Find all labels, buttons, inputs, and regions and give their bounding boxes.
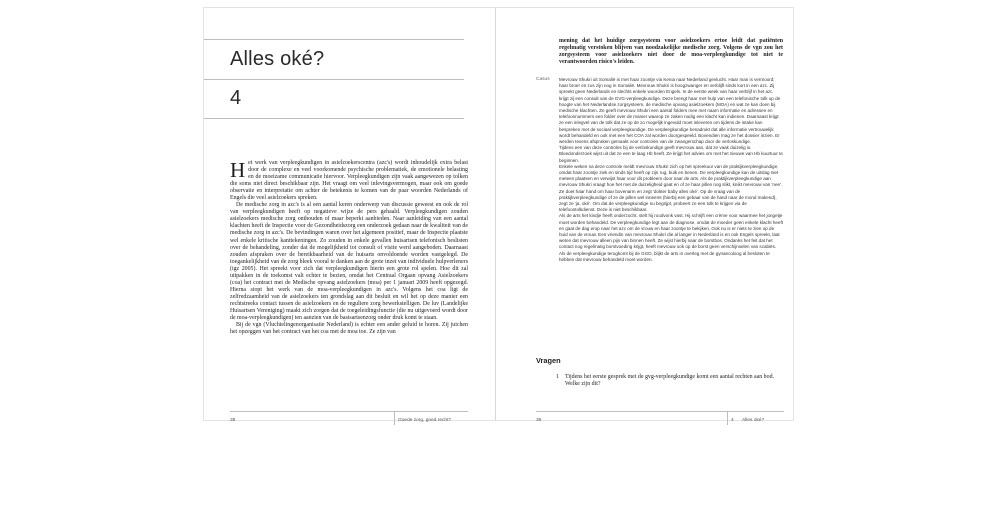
casus-paragraph: Enkele weken na deze controle meldt mevrouw Shukri zich op het spreekuur van de praktijkverpleegkundige, omdat haar zoontje ziek en sinds tijd heeft op zijn rug, buik en benen. De verpleegkundige kan de uitslag niet meteen plaatsen en verwijst haar voor dit probleem door naar de arts. Als de praktijkverpleegkundige aan mevrouw Shukri vraagt hoe het met de duizeligheid gaat en of ze haar pillen nog slikt, knikt mevrouw van 'nee'. Ze doet haar hand om haar bovenarm en zegt 'dokter baby alles oké'. Op de vraag van de praktijkverpleegkundige of ze de pillen wel inneemt (hierbij een gebaar van de hand naar de mond makend), zegt ze 'ja, oké'. Om dat de verpleegkundige nu begrijpt, probeert ze een tolk te krijgen via de telefoontolkdienst. Deze is niet beschikbaar. [559, 163, 783, 213]
running-head-chapter-title: Alles oké? [742, 418, 765, 423]
body-paragraph: De medische zorg in azc's is al een aantal keren onderwerp van discussie geweest en ook de rol van verpleegkundigen heeft op negatieve wijze de pers gehaald. Verpleegkundigen zouden asielzoekers medische zorg onthouden of maar beperkt aanbieden. Naar aanleiding van een aantal klachten heeft de Inspectie voor de Gezondheidszorg een onderzoek gedaan naar de kwaliteit van de medische zorg in azc's. De bevindingen waren over het algemeen positief, maar de Inspectie plaatste wel enkele kritische kanttekeningen. Zo zouden in enkele gevallen huisartsen telefonisch beslisten over de behandeling, zonder dat de mogelijkheid tot consult of visite werd aangeboden. Daarnaast zouden afspraken over de bereikbaarheid van de huisarts onvoldoende worden vastgelegd. De toegankelijkheid van de zorg bleek vooral te danken aan de grote inzet van individuele hulpverleners (igz 2005). Het spreekt voor zich dat verpleegkundigen hierin een grote rol spelen. Hoe dit zal uitpakken in de toekomst valt echter te bezien, omdat het Centraal Orgaan opvang Asielzoekers (coa) het contract met de Medische opvang asielzoekers (moa) per 1 januari 2009 heeft opgezegd. Hierna stopt het werk van de moa-verpleegkundigen in azc's. Volgens het coa ligt de zelfredzaamheid van de asielzoekers ten grondslag aan dit besluit en wil het op deze manier een rechtstreeks contact tussen de asielzoekers en de reguliere zorg bewerkstelligen. De luv (Landelijke Huisartsen Vereniging) maakt zich zorgen dat de toegeleidingsfunctie (die nu uitgevoerd wordt door de moa-verpleegkundigen) ten aanzien van de basisartsenzorg onder druk komt te staan. [230, 202, 468, 322]
footer-rule [536, 411, 784, 412]
left-page [204, 8, 496, 423]
drop-cap: H [230, 158, 246, 182]
question-number: 1 [556, 374, 559, 380]
casus-paragraph: Als de arts het kindje heeft onderzocht, stelt hij roodvonk vast. Hij schrijft een crème voor waarmee het jongetje moet worden behandeld. De verpleegkundige legt aan de diagnose, omdat de moeder geen enkele klacht heeft en gaat de dag erop naar het azc om de vrouw en haar zoontje te bekijken. Ook nu is er niets te zien op de huid van de vrouw. Een vriendin van mevrouw Shukri die al langer in Nederland is en ook Engels spreekt, laat weten dat mevrouw alleen pijn van binnen heeft. Ze wijst hierbij naar de borstbos. Ondanks het feit dat het contact nog regelmatig borstvoeding krijgt, heeft mevrouw ook op de borst geen verschijnselen van scabiës. Als de verpleegkundige terugkomt bij de GGD, blijkt de arts in overleg met de gynaecoloog al besloten te hebben dat mevrouw behandeld moet worden. [559, 213, 783, 262]
header-rule-top [204, 39, 464, 40]
questions-heading: Vragen [536, 356, 561, 365]
casus-paragraph: Tijdens een van deze controles bij de verloskundige geeft mevrouw aan, dat ze vaak duizelig is. Bloedonderzoek wijst uit dat ze een te laag Hb heeft. Ze krijgt het advies om met het nieuwe van Hb kuurtuur te beginnen. [559, 145, 783, 163]
page-number: 39 [536, 418, 542, 423]
running-head-chapter-number: 4 [731, 418, 734, 423]
body-paragraph: Het werk van verpleegkundigen in asielzoekerscentra (azc's) wordt inhoudelijk extra belast door de complexe en veel voorkomende psychische problematiek, de emotionele belasting en de moeizame communicatie hiervoor. Verpleegkundigen zijn vaak aangewezen op tolken die soms niet direct beschikbaar zijn. Het vraagt om veel inlevingsvermogen, maar ook om goede observatie en interpretatie om achter de betekenis te komen van de paar woorden Nederlands of Engels die veel asielzoekers spreken. [230, 158, 468, 202]
footer-rule [230, 411, 468, 412]
casus-label: Casus [536, 77, 550, 82]
intro-bold-text: mening dat het huidige zorgsysteem voor asielzoekers ertoe leidt dat patiënten regelmatig verstoken blijven van noodzakelijke medische zorg. Volgens de vgn zou het zorgsysteem voor asielzoekers niet door de moa-verpleegkundige tot niet te verantwoorden risico's leiden. [559, 38, 783, 66]
casus-paragraph: Mevrouw Shukri uit Somalië is met haar zoontje via Kenia naar Nederland gevlucht. Haar man is vermoord; haar broer en zus zijn nog in Somalië. Mevrouw Shukri is hoogzwanger en verblijft sinds kort in een azc. Zij spreekt geen Nederlands en slechts enkele woorden Engels. In de eerste week van haar verblijf in het azc krijgt zij een consult van de GVG-verpleegkundige. Deze brengt haar met hulp van een telefonische tolk op de hoogte van het Nederlandse zorgsysteem, de medische opvang asielzoekers (MOA) en wat ze kan doen bij medische klachten. Ze geeft mevrouw Shukri een aantal folders mee met naam informatie en adressen en telefoonnummers een folder over de manier waarop ze zaken nodig een klacht kan indienen. Daarnaast krijgt ze een inlegvel van de tolk dat ze op de zo mogelijk ingevuld moet inleveren om tijdens de intake kan bespreken met de sociaal verpleegkundige. De verpleegkundige benadrukt dat alle informatie vertrouwelijk wordt behandeld en ook met een het COA zal worden doorgespeeld. Bovendien mag ze het dossier inzien. Er werden tevens afspraken gemaakt voor controles van de zwangerschap door de verloskundige. [559, 77, 781, 145]
body-paragraph: Bij de vgn (Vluchtelingenorganisatie Nederland) is echter een ander geluid te horen. Zij juichen het opzeggen van het contract van het coa met de moa toe. Ze zijn van [230, 322, 468, 336]
chapter-number: 4 [230, 87, 242, 109]
questions-list [536, 374, 784, 388]
casus-text [559, 77, 783, 263]
footer-separator [394, 411, 395, 425]
chapter-body [230, 160, 468, 336]
running-head-book: Goede zorg, goed recht? [398, 418, 452, 423]
page-number: 38 [230, 418, 236, 423]
right-page [497, 8, 793, 423]
header-rule-bottom [204, 118, 464, 119]
footer-separator [727, 411, 728, 425]
header-rule-middle [204, 79, 464, 80]
question-text: Tijdens het eerste gesprek met de gvg-verpleegkundige komt een aantal rechten aan bod. Welke zijn dit? [565, 374, 774, 388]
question-item [536, 374, 784, 388]
chapter-title: Alles oké? [230, 48, 325, 70]
